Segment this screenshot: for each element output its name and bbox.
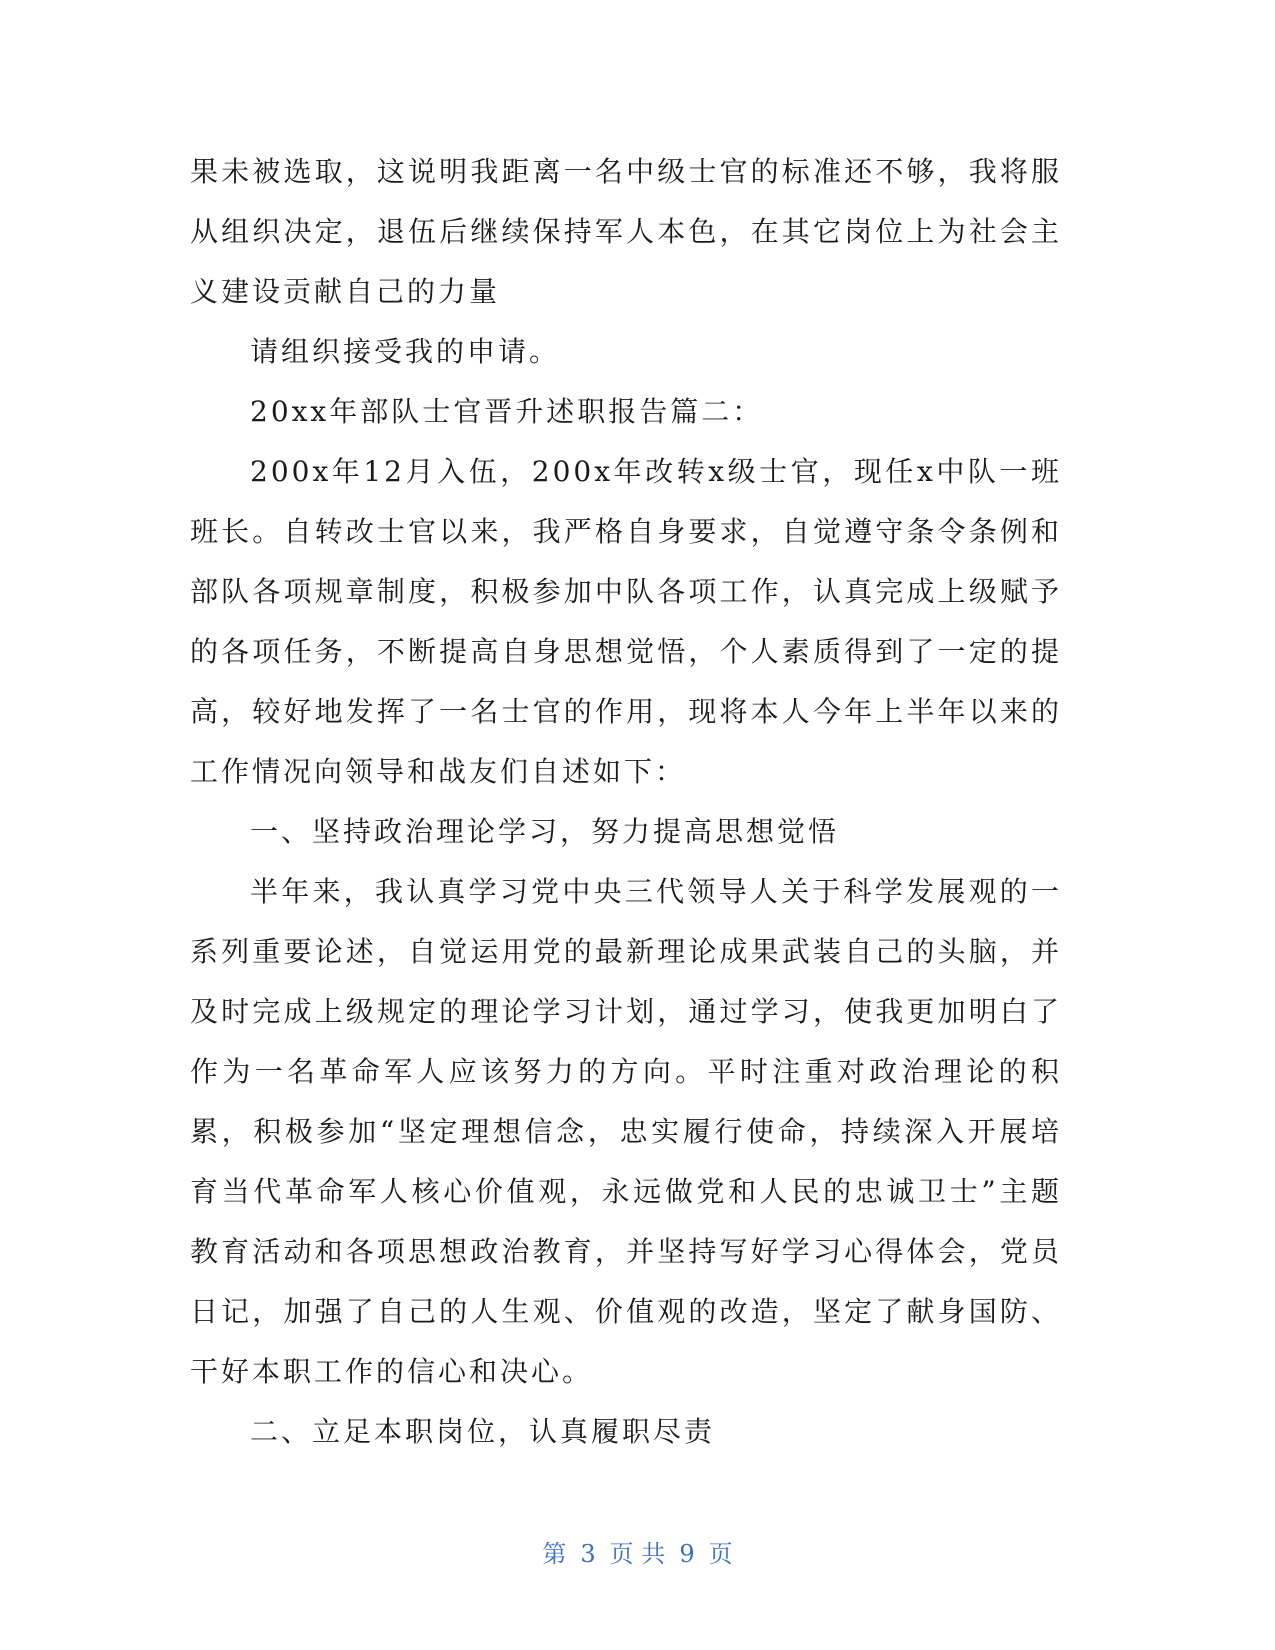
document-body	[190, 142, 1062, 1462]
paragraph: 果未被选取，这说明我距离一名中级士官的标准还不够，我将服从组织决定，退伍后继续保持军人本色，在其它岗位上为社会主义建设贡献自己的力量	[190, 155, 1062, 308]
paragraph: 200x年12月入伍，200x年改转x级士官，现任x中队一班班长。自转改士官以来，我严格自身要求，自觉遵守条令条例和部队各项规章制度，积极参加中队各项工作，认真完成上级赋予的各项任务，不断提高自身思想觉悟，个人素质得到了一定的提高，较好地发挥了一名士官的作用，现将本人今年上半年以来的工作情况向领导和战友们自述如下：	[190, 455, 1062, 788]
section-heading: 20xx年部队士官晋升述职报告篇二：	[250, 395, 764, 428]
section-heading: 二、立足本职岗位，认真履职尽责	[250, 1415, 716, 1448]
page-number-middle: 页 共	[609, 1540, 666, 1568]
total-pages-number: 9	[679, 1540, 695, 1568]
page-number-suffix: 页	[708, 1540, 733, 1568]
page-footer	[0, 1534, 1275, 1569]
paragraph: 半年来，我认真学习党中央三代领导人关于科学发展观的一系列重要论述，自觉运用党的最新理论成果武装自己的头脑，并及时完成上级规定的理论学习计划，通过学习，使我更加明白了作为一名革命军人应该努力的方向。平时注重对政治理论的积累，积极参加“坚定理想信念，忠实履行使命，持续深入开展培育当代革命军人核心价值观，永远做党和人民的忠诚卫士”主题教育活动和各项思想政治教育，并坚持写好学习心得体会，党员日记，加强了自己的人生观、价值观的改造，坚定了献身国防、干好本职工作的信心和决心。	[190, 875, 1062, 1388]
section-heading: 一、坚持政治理论学习，努力提高思想觉悟	[250, 815, 840, 848]
page-number-prefix: 第	[542, 1540, 567, 1568]
paragraph: 请组织接受我的申请。	[250, 335, 561, 368]
current-page-number: 3	[580, 1540, 596, 1568]
